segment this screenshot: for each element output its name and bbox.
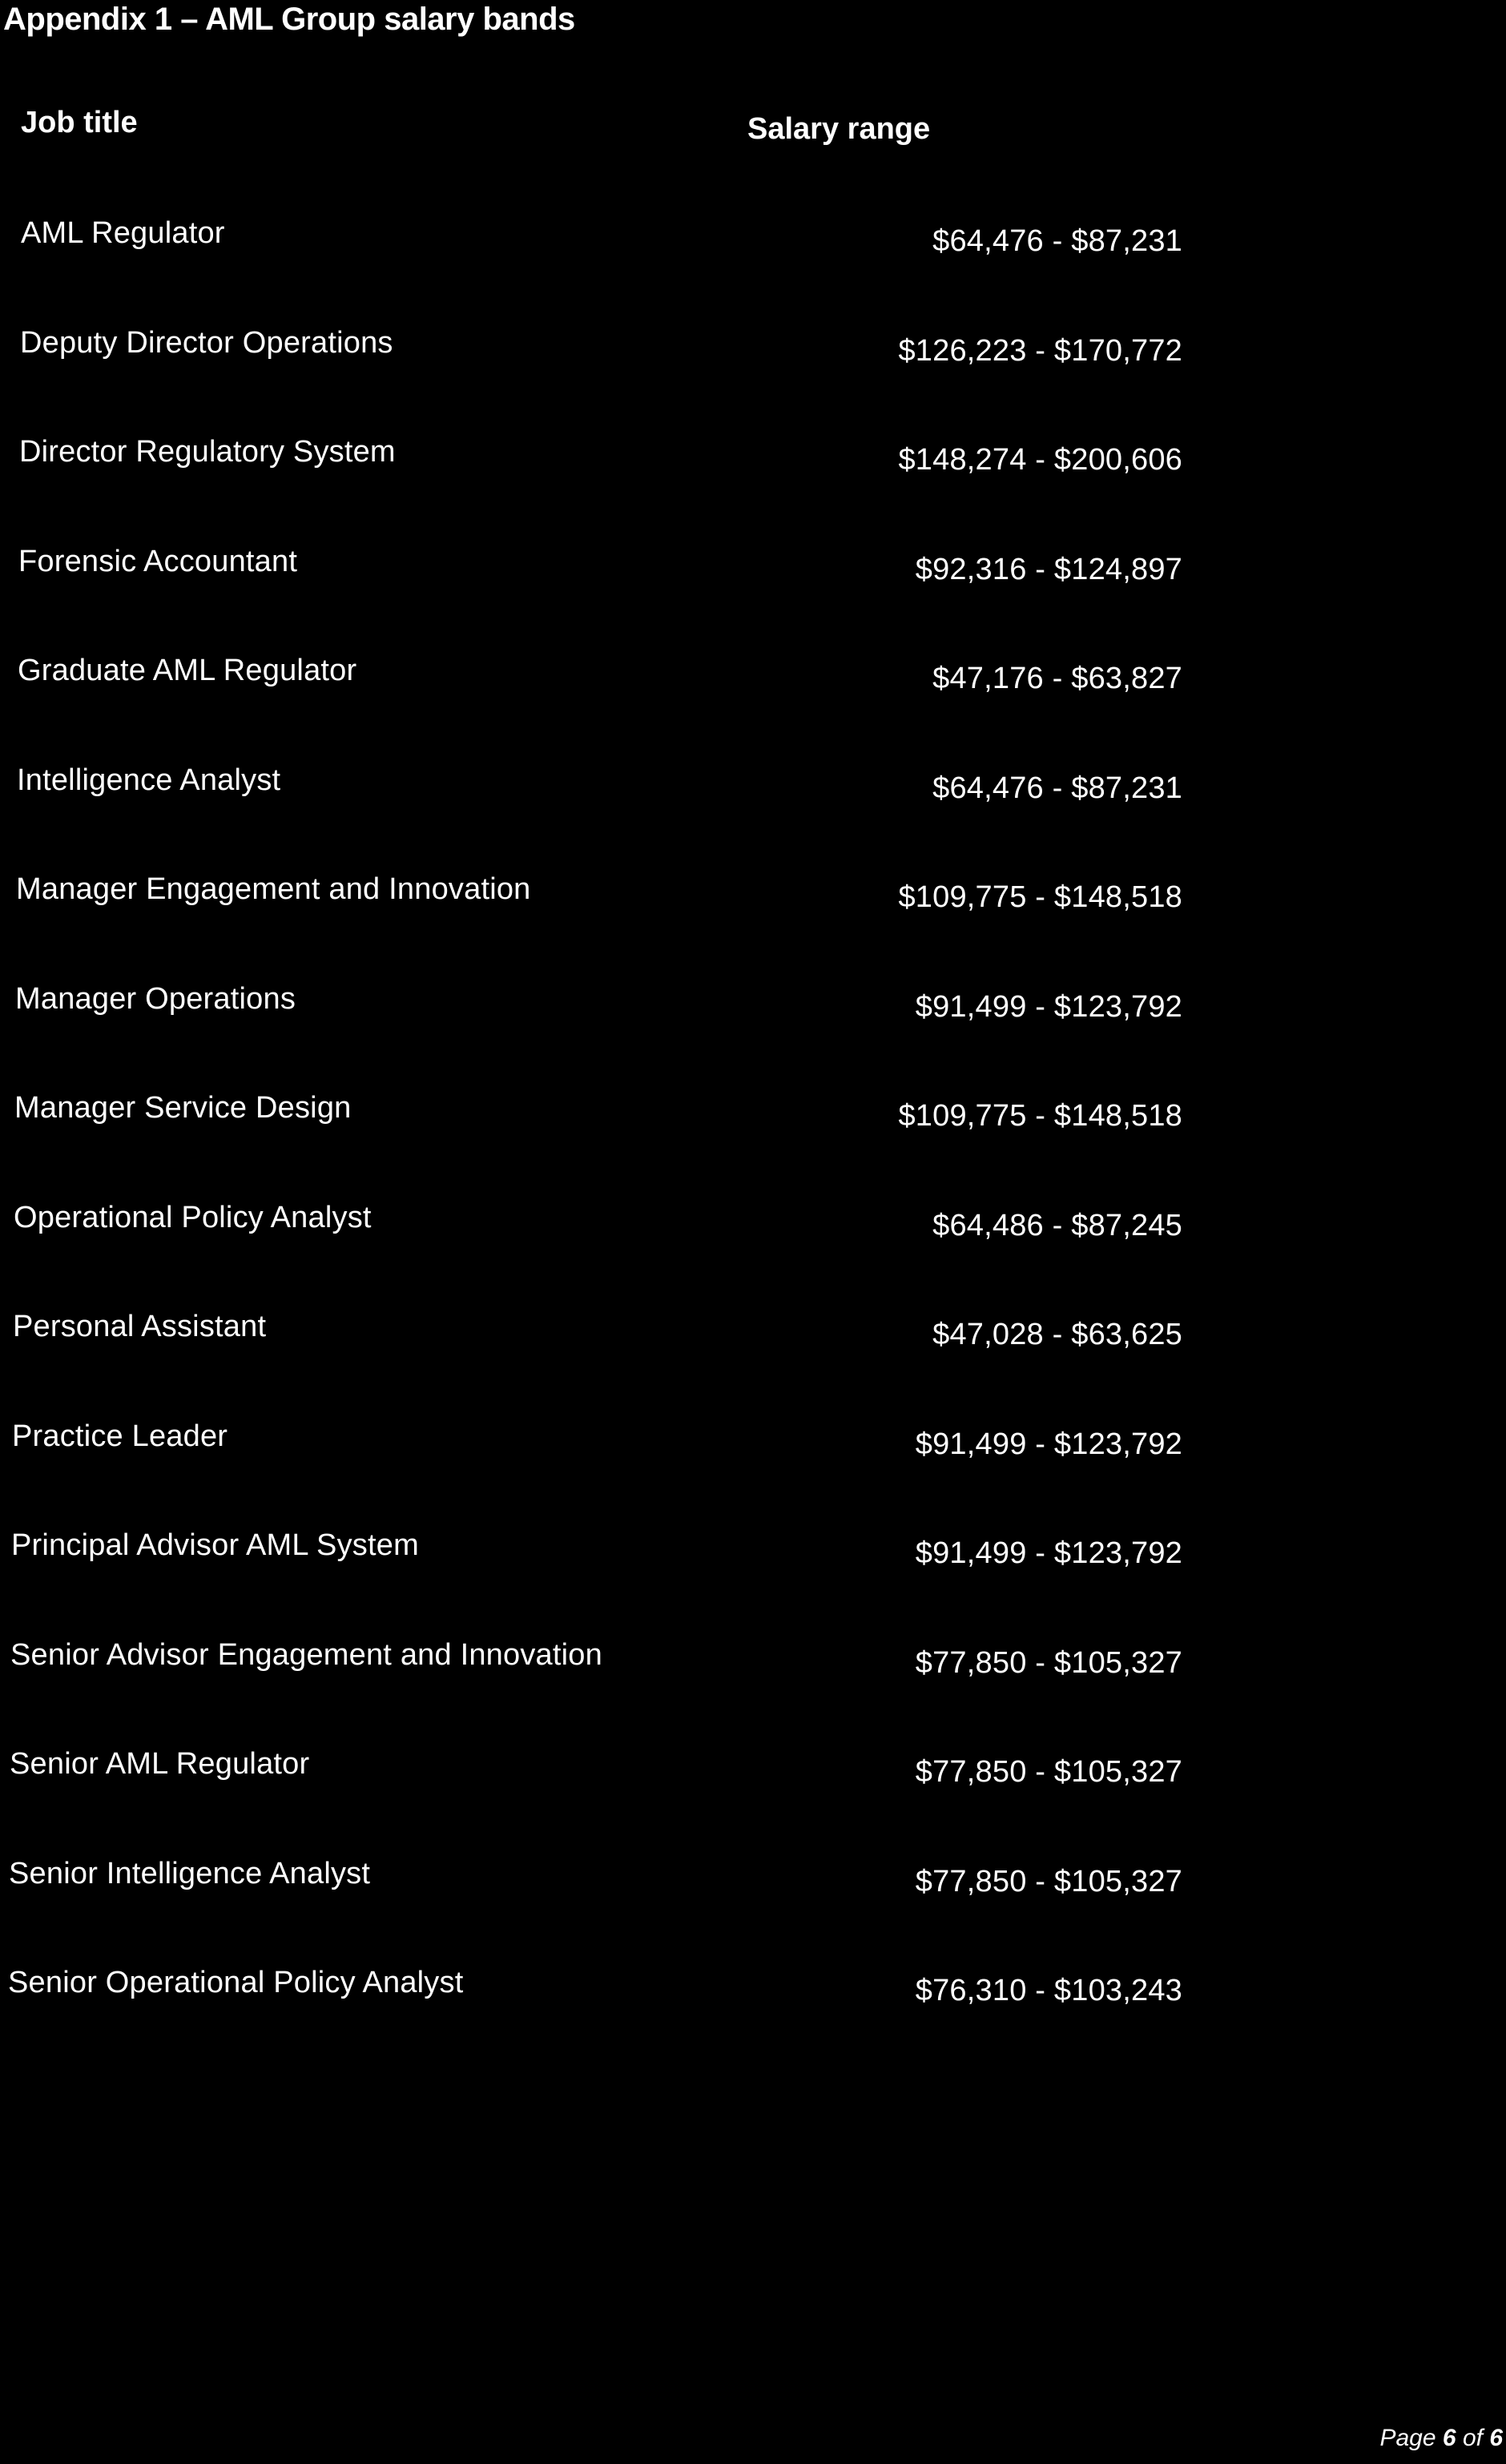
salary-range-cell: $91,499 - $123,792	[915, 989, 1182, 1024]
table-row	[0, 1310, 1506, 1374]
table-row	[0, 1966, 1506, 2030]
table-row	[0, 1528, 1506, 1592]
footer-page-total: 6	[1489, 2425, 1503, 2451]
table-row	[0, 654, 1506, 718]
job-title-cell: Graduate AML Regulator	[18, 654, 357, 687]
job-title-cell: Intelligence Analyst	[17, 763, 281, 797]
salary-range-cell: $64,486 - $87,245	[932, 1208, 1182, 1242]
table-row	[0, 1091, 1506, 1155]
job-title-cell: Manager Engagement and Innovation	[16, 872, 531, 906]
page-footer	[1379, 2425, 1503, 2452]
table-row	[0, 326, 1506, 390]
table-row	[0, 1638, 1506, 1702]
job-title-cell: Senior Advisor Engagement and Innovation	[10, 1637, 602, 1672]
salary-range-cell: $92,316 - $124,897	[915, 552, 1182, 586]
job-title-cell: Director Regulatory System	[19, 435, 396, 469]
job-title-cell: AML Regulator	[21, 216, 225, 250]
salary-range-cell: $109,775 - $148,518	[898, 1099, 1182, 1133]
job-title-cell: Operational Policy Analyst	[14, 1200, 372, 1234]
job-title-cell: Forensic Accountant	[18, 544, 298, 578]
salary-range-cell: $126,223 - $170,772	[898, 333, 1182, 368]
salary-range-cell: $47,028 - $63,625	[932, 1318, 1182, 1351]
salary-range-cell: $64,476 - $87,231	[932, 771, 1182, 805]
salary-range-column-header: Salary range	[747, 112, 931, 146]
salary-range-cell: $47,176 - $63,827	[932, 662, 1182, 695]
footer-of-word: of	[1462, 2425, 1483, 2451]
table-row	[0, 435, 1506, 499]
table-row	[0, 872, 1506, 936]
job-title-cell: Principal Advisor AML System	[11, 1528, 419, 1562]
job-title-cell: Senior Operational Policy Analyst	[8, 1966, 464, 1999]
job-title-cell: Senior Intelligence Analyst	[9, 1856, 371, 1890]
footer-page-number: 6	[1442, 2425, 1456, 2451]
job-title-cell: Personal Assistant	[13, 1310, 267, 1343]
table-row	[0, 1419, 1506, 1484]
footer-page-word: Page	[1379, 2425, 1436, 2451]
table-row	[0, 1747, 1506, 1811]
table-row	[0, 982, 1506, 1046]
salary-range-cell: $64,476 - $87,231	[932, 224, 1182, 258]
job-title-cell: Senior AML Regulator	[10, 1747, 310, 1781]
table-row	[0, 763, 1506, 827]
table-row	[0, 216, 1506, 280]
salary-range-cell: $76,310 - $103,243	[915, 1974, 1182, 2007]
page-title: Appendix 1 – AML Group salary bands	[3, 2, 575, 37]
salary-range-cell: $91,499 - $123,792	[915, 1427, 1182, 1461]
job-title-column-header: Job title	[21, 106, 138, 139]
job-title-cell: Deputy Director Operations	[20, 325, 393, 360]
salary-range-cell: $148,274 - $200,606	[898, 443, 1182, 477]
job-title-cell: Manager Service Design	[14, 1091, 352, 1125]
salary-range-cell: $77,850 - $105,327	[915, 1864, 1182, 1898]
job-title-cell: Practice Leader	[12, 1419, 228, 1453]
job-title-cell: Manager Operations	[15, 981, 296, 1016]
table-row	[0, 545, 1506, 609]
salary-range-cell: $77,850 - $105,327	[915, 1645, 1182, 1680]
salary-range-cell: $77,850 - $105,327	[915, 1755, 1182, 1789]
table-row	[0, 1201, 1506, 1265]
salary-range-cell: $109,775 - $148,518	[898, 880, 1182, 914]
table-row	[0, 1857, 1506, 1921]
salary-range-cell: $91,499 - $123,792	[915, 1536, 1182, 1570]
